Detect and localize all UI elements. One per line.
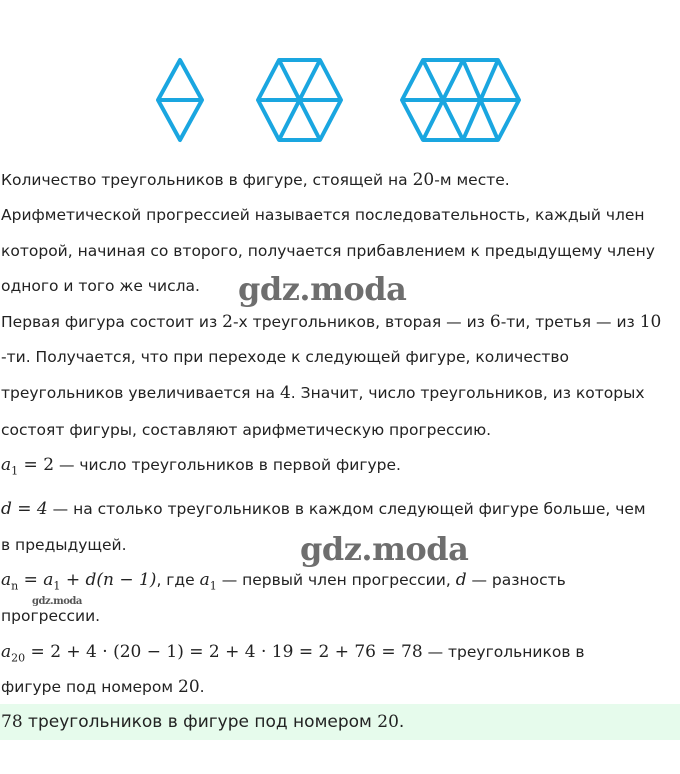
- text: .: [398, 712, 405, 732]
- text-line-2: Арифметической прогрессией называется последовательность, каждый член: [1, 206, 645, 224]
- math: 10: [639, 312, 662, 332]
- math-formula: [1, 570, 157, 593]
- text-line-4: одного и того же числа.: [1, 277, 200, 295]
- text: фигуре под номером: [1, 678, 178, 696]
- text: — разность: [466, 571, 566, 589]
- text: — на столько треугольников в каждом следующей фигуре больше, чем: [47, 500, 646, 518]
- text-line-10: [1, 499, 680, 519]
- math: [1, 455, 55, 478]
- text-line-15: [1, 677, 680, 697]
- text-line-12: [1, 570, 680, 596]
- figure-3: [402, 60, 519, 140]
- text: -м месте.: [434, 171, 510, 189]
- text-line-9: [1, 455, 680, 481]
- math-rest: = 2: [18, 455, 55, 475]
- text-line-5: [1, 312, 680, 332]
- var: a: [1, 570, 12, 590]
- text-line-7: [1, 383, 680, 403]
- math: 4: [279, 383, 291, 403]
- math: 20: [377, 712, 399, 732]
- math: 78: [1, 712, 23, 732]
- watermark: gdz.moda: [300, 530, 469, 568]
- text: , где: [156, 571, 200, 589]
- text: .: [199, 678, 205, 696]
- text-line-1: [1, 170, 680, 190]
- text: -х треугольников, вторая — из: [232, 313, 490, 331]
- text-line-6: -ти. Получается, что при переходе к следующей фигуре, количество: [1, 348, 570, 366]
- math-formula: [1, 642, 423, 665]
- text: — треугольников в: [422, 643, 585, 661]
- text: -ти, третья — из: [500, 313, 640, 331]
- text-line-11: в предыдущей.: [1, 536, 127, 554]
- math: d: [455, 570, 467, 590]
- math: 6: [489, 312, 501, 332]
- text-line-14: [1, 642, 680, 668]
- math: [199, 570, 217, 593]
- sub: n: [11, 579, 19, 593]
- text: треугольников в фигуре под номером: [22, 712, 378, 732]
- text: . Значит, число треугольников, из которых: [290, 384, 645, 402]
- watermark: gdz.moda: [238, 270, 407, 308]
- math-rest: = 2 + 4 · (20 − 1) = 2 + 4 · 19 = 2 + 76 = 78: [25, 642, 423, 662]
- answer-box: [0, 704, 680, 740]
- triangle-figures: [0, 0, 680, 160]
- var: a: [199, 570, 210, 590]
- watermark-small: gdz.moda: [32, 596, 82, 607]
- text-line-8: состоят фигуры, составляют арифметическую прогрессию.: [1, 421, 492, 439]
- text: Первая фигура состоит из: [1, 313, 223, 331]
- text-line-13: прогрессии.: [1, 607, 101, 625]
- text: Количество треугольников в фигуре, стоящей на: [1, 171, 413, 189]
- sub: 1: [209, 579, 217, 593]
- sub: 1: [53, 579, 61, 593]
- var: = a: [18, 570, 54, 590]
- sub: 20: [11, 651, 26, 665]
- answer-text: [1, 711, 404, 733]
- text: — число треугольников в первой фигуре.: [54, 456, 401, 474]
- figure-2: [258, 60, 341, 140]
- math: 20: [178, 677, 200, 697]
- var: + d(n − 1): [60, 570, 157, 590]
- text: — первый член прогрессии,: [216, 571, 456, 589]
- figure-1: [158, 60, 202, 140]
- math: 20: [412, 170, 435, 190]
- math: d = 4: [1, 499, 48, 519]
- text-line-3: которой, начиная со второго, получается прибавлением к предыдущему члену: [1, 242, 655, 260]
- math: 2: [222, 312, 233, 332]
- var-a: a: [1, 455, 12, 475]
- sub: 1: [11, 464, 19, 478]
- var: a: [1, 642, 12, 662]
- text: треугольников увеличивается на: [1, 384, 280, 402]
